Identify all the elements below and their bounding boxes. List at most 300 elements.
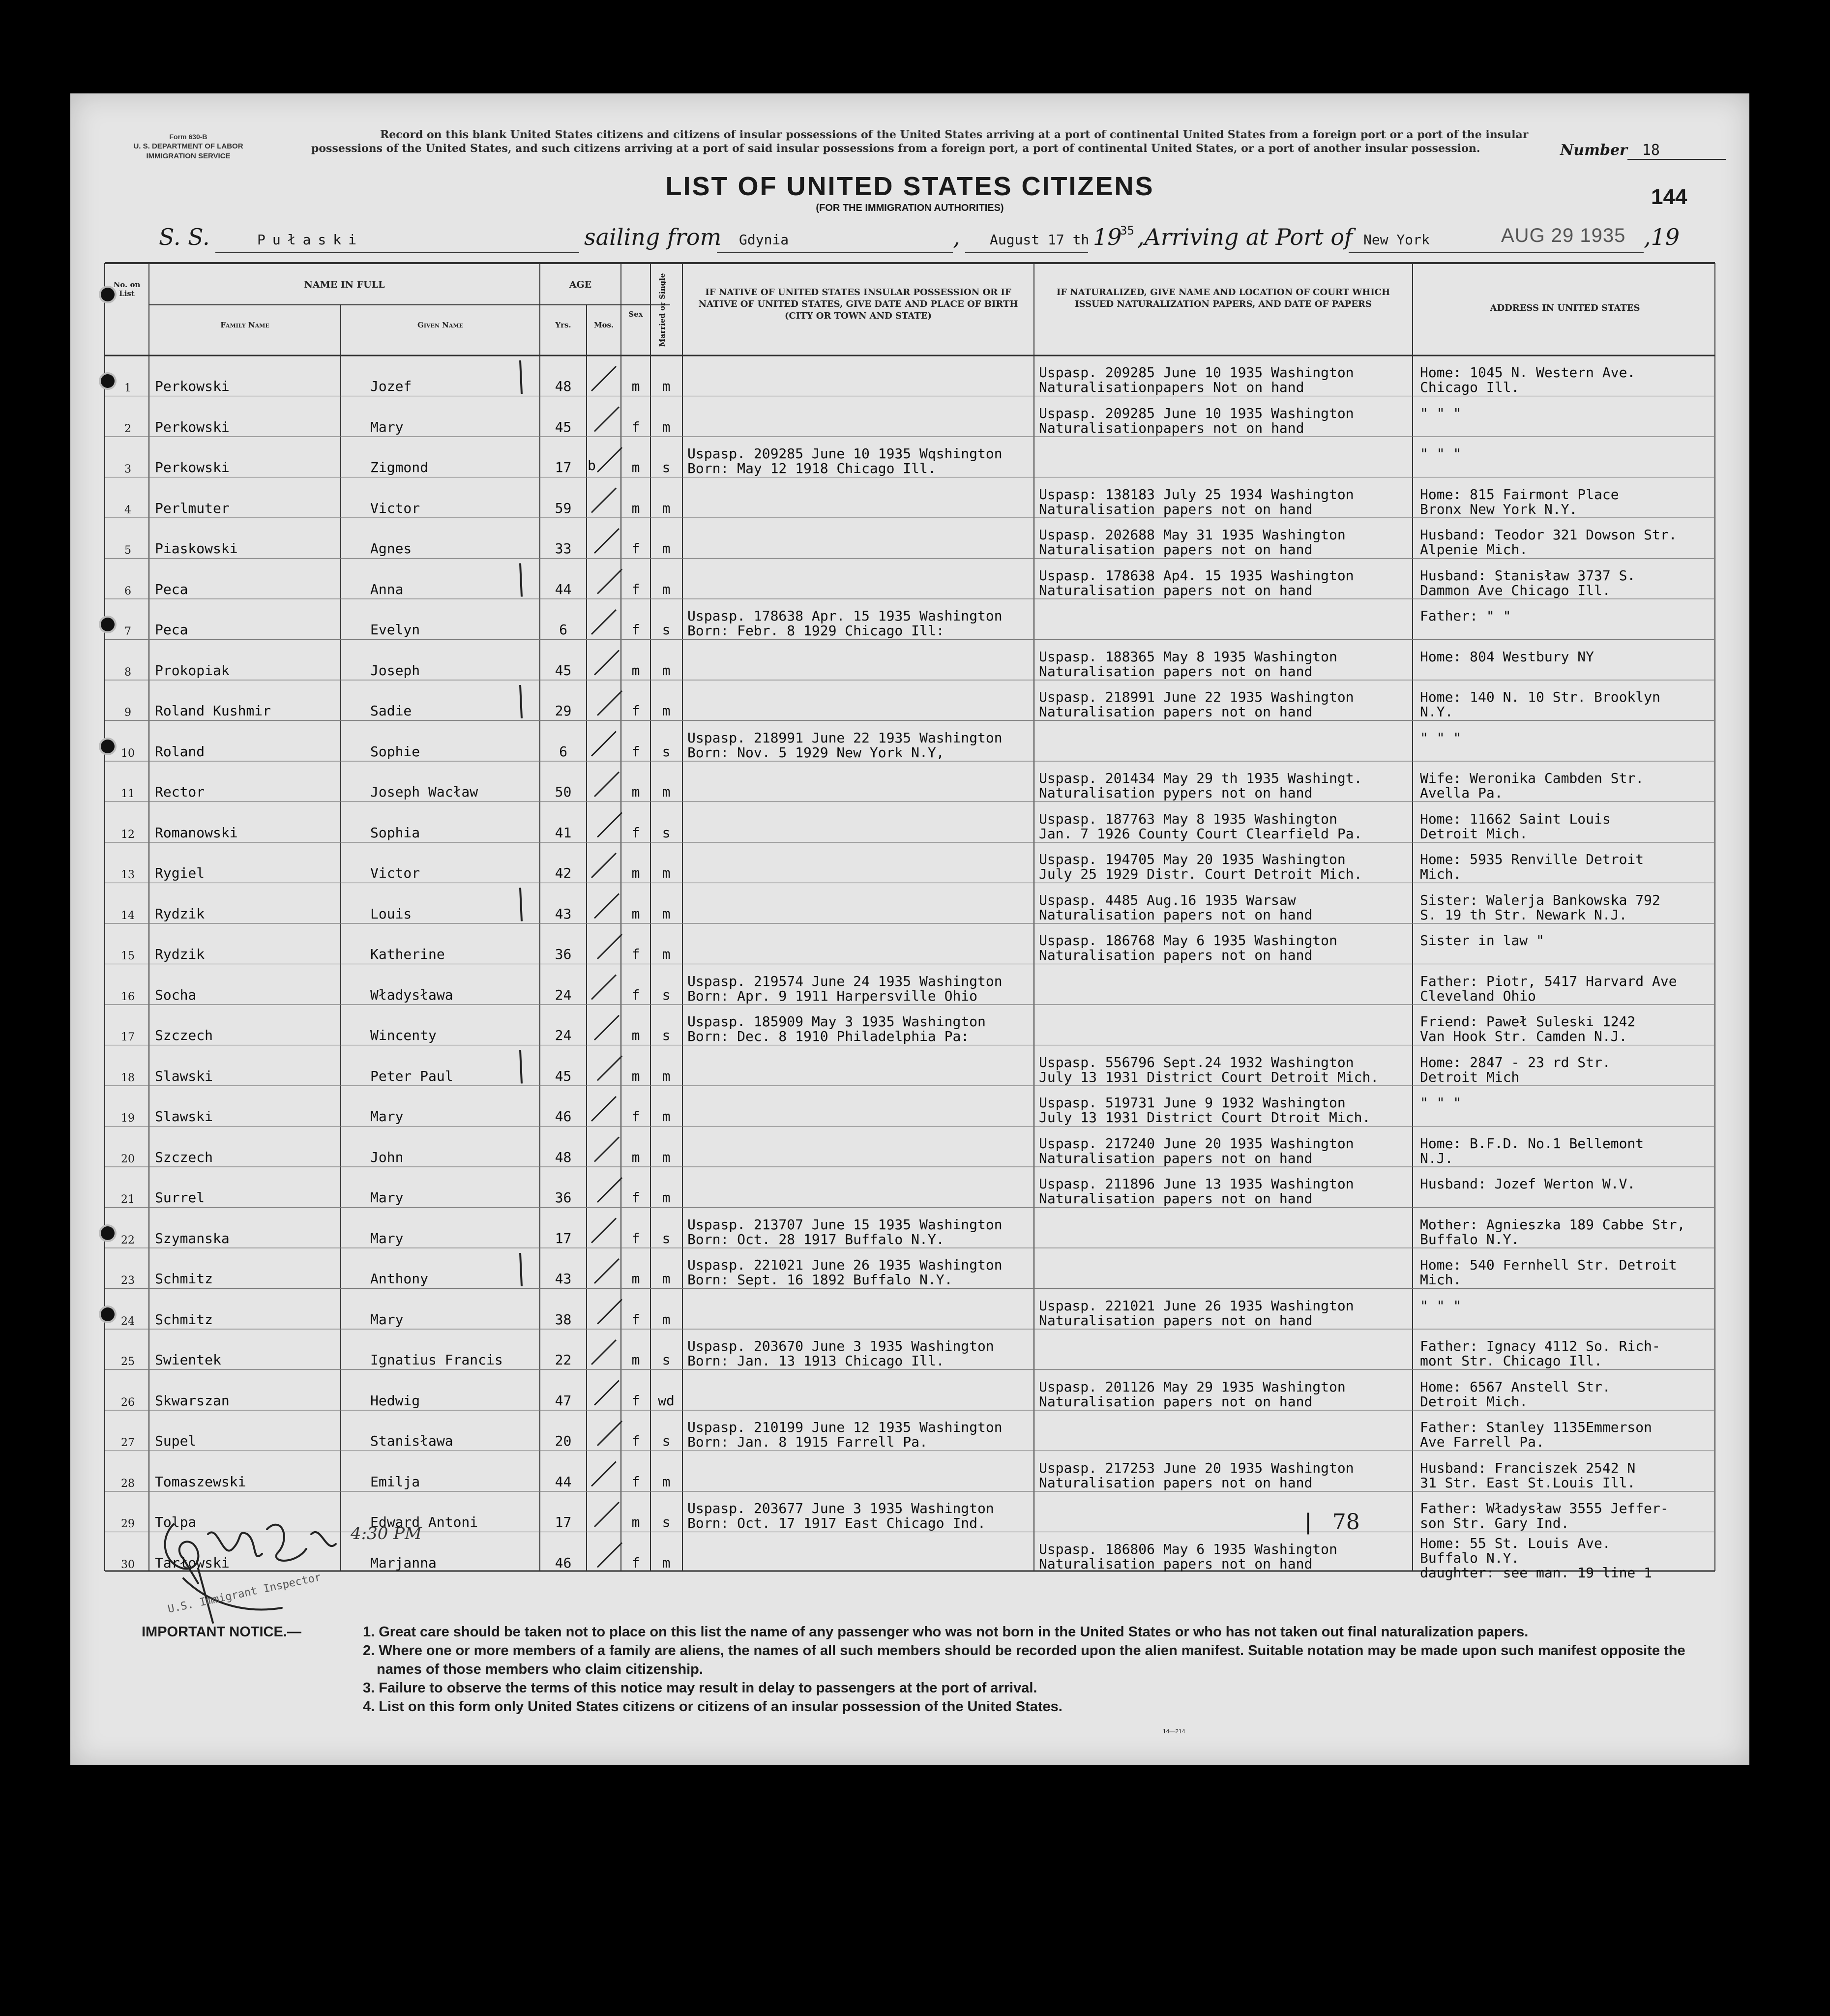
addr-line: Home: 140 N. 10 Str. Brooklyn <box>1420 689 1660 705</box>
total-count: | 78 <box>1304 1510 1360 1535</box>
given-name: Peter Paul <box>370 1067 453 1084</box>
given-name: Stanisława <box>370 1433 453 1449</box>
native-line: Born: May 12 1918 Chicago Ill. <box>687 460 936 476</box>
inspector-signature <box>154 1495 429 1632</box>
nat-line: Naturalisation papers not on hand <box>1039 906 1313 923</box>
row-number: 25 <box>121 1356 135 1368</box>
pencil-mark <box>520 563 522 597</box>
marital-status: m <box>662 703 671 719</box>
header-address: ADDRESS IN UNITED STATES <box>1490 303 1640 313</box>
check-mark <box>597 691 622 715</box>
header-age: AGE <box>569 279 592 290</box>
nat-line: Uspasp. 519731 June 9 1932 Washington <box>1039 1095 1346 1111</box>
arrival-stamp: AUG 29 1935 <box>1501 225 1626 246</box>
row-number: 6 <box>124 585 131 597</box>
addr-line: son Str. Gary Ind. <box>1420 1515 1569 1531</box>
row-number: 3 <box>124 463 131 475</box>
age-years: 48 <box>555 1149 572 1165</box>
age-years: 45 <box>555 418 572 435</box>
addr-line: Father: Piotr, 5417 Harvard Ave <box>1420 973 1677 989</box>
family-name: Romanowski <box>155 824 238 841</box>
row-number: 13 <box>121 869 135 881</box>
given-name: Wincenty <box>370 1027 437 1043</box>
row-number: 12 <box>121 828 135 841</box>
addr-line: Home: B.F.D. No.1 Bellemont <box>1420 1135 1644 1152</box>
marital-status: s <box>662 1230 671 1246</box>
notice-items <box>363 1623 1715 1716</box>
native-line: Uspasp. 178638 Apr. 15 1935 Washington <box>687 608 1003 624</box>
sex: m <box>631 784 640 800</box>
age-years: 36 <box>555 946 572 962</box>
age-years: 45 <box>555 1067 572 1084</box>
nat-line: Naturalisation papers not on hand <box>1039 501 1313 517</box>
addr-line: Father: Stanley 1135Emmerson <box>1420 1419 1653 1435</box>
marital-status: wd <box>658 1392 675 1409</box>
check-mark <box>597 1056 622 1081</box>
nat-line: Naturalisation papers not on hand <box>1039 947 1313 963</box>
header-given-name: Given Name <box>417 321 463 329</box>
family-name: Skwarszan <box>155 1392 230 1409</box>
check-mark <box>594 772 619 797</box>
sex: f <box>631 743 640 760</box>
sex: f <box>631 418 640 435</box>
age-years: 22 <box>555 1352 572 1368</box>
row-number: 22 <box>121 1234 135 1246</box>
nat-line: July 13 1931 District Court Detroit Mich. <box>1039 1068 1379 1085</box>
addr-line: " " " <box>1420 445 1462 462</box>
native-line: Born: Nov. 5 1929 New York N.Y, <box>687 744 945 761</box>
sex: f <box>631 540 640 557</box>
addr-line: Avella Pa. <box>1420 785 1503 801</box>
family-name: Piaskowski <box>155 540 238 557</box>
marital-status: m <box>662 1149 671 1165</box>
punch-hole-icon <box>101 1307 115 1321</box>
addr-line: Home: 1045 N. Western Ave. <box>1420 364 1636 381</box>
age-years: 46 <box>555 1108 572 1125</box>
nat-line: Uspasp. 211896 June 13 1935 Washington <box>1039 1176 1354 1192</box>
age-years: 20 <box>555 1433 572 1449</box>
marital-status: s <box>662 1514 671 1530</box>
marital-status: m <box>662 540 671 557</box>
addr-line: Husband: Jozef Werton W.V. <box>1420 1176 1636 1192</box>
addr-line: Chicago Ill. <box>1420 379 1520 395</box>
sex: f <box>631 946 640 962</box>
native-line: Born: Oct. 28 1917 Buffalo N.Y. <box>687 1231 945 1247</box>
nat-line: Uspasp. 178638 Ap4. 15 1935 Washington <box>1039 567 1354 584</box>
year-value: 35 <box>1120 224 1134 237</box>
row-number: 7 <box>124 625 131 638</box>
native-line: Born: Jan. 8 1915 Farrell Pa. <box>687 1434 928 1450</box>
row-number: 23 <box>121 1275 135 1287</box>
row-number: 28 <box>121 1477 135 1490</box>
nat-line: Uspasp. 187763 May 8 1935 Washington <box>1039 810 1337 827</box>
given-name: Katherine <box>370 946 445 962</box>
given-name: Evelyn <box>370 622 420 638</box>
sex: m <box>631 1514 640 1530</box>
row-number: 2 <box>124 422 131 435</box>
family-name: Rydzik <box>155 905 205 922</box>
row-number: 21 <box>121 1193 135 1206</box>
row-number: 29 <box>121 1518 135 1530</box>
family-name: Tomaszewski <box>155 1473 246 1490</box>
marital-status: m <box>662 581 671 597</box>
nat-line: Naturalisation papers not on hand <box>1039 582 1313 598</box>
age-years: 48 <box>555 378 572 394</box>
given-name: Mary <box>370 418 404 435</box>
page-stamp: 144 <box>1651 185 1687 209</box>
nat-line: Uspasp. 201126 May 29 1935 Washington <box>1039 1378 1346 1395</box>
native-line: Born: Jan. 13 1913 Chicago Ill. <box>687 1353 945 1369</box>
row-number: 15 <box>121 950 135 962</box>
nat-line: Naturalisation papers not on hand <box>1039 541 1313 558</box>
sex: m <box>631 459 640 475</box>
family-name: Peca <box>155 622 188 638</box>
row-number: 16 <box>121 990 135 1003</box>
family-name: Szczech <box>155 1149 213 1165</box>
check-mark <box>597 934 622 959</box>
given-name: Mary <box>370 1108 404 1125</box>
family-name: Tolpa <box>155 1514 197 1530</box>
age-years: 6 <box>559 743 567 760</box>
marital-status: s <box>662 986 671 1003</box>
sex: m <box>631 662 640 679</box>
notice-item-2: 2. Where one or more members of a family are aliens, the names of all such members should be recorded upon the alien manifest. Suitable notation may be made upon such manifest opposite the names of those members who claim citizenship. <box>363 1643 1685 1677</box>
row-number: 18 <box>121 1071 135 1084</box>
addr-line: Father: " " <box>1420 608 1511 624</box>
check-mark <box>591 488 616 513</box>
addr-line: Alpenie Mich. <box>1420 541 1528 558</box>
punch-hole-icon <box>101 374 115 388</box>
notice-lead: IMPORTANT NOTICE.— <box>142 1624 301 1640</box>
addr-line: Home: 540 Fernhell Str. Detroit <box>1420 1257 1677 1273</box>
check-mark <box>594 529 619 553</box>
pencil-mark <box>520 360 522 394</box>
native-line: Uspasp. 185909 May 3 1935 Washington <box>687 1013 986 1030</box>
given-name: Agnes <box>370 540 412 557</box>
addr-line: " " " <box>1420 1297 1462 1314</box>
given-name: Sadie <box>370 703 412 719</box>
addr-line: Buffalo N.Y. <box>1420 1231 1520 1247</box>
native-line: Uspasp. 221021 June 26 1935 Washington <box>687 1257 1003 1273</box>
sex: f <box>631 581 640 597</box>
given-name: Joseph <box>370 662 420 679</box>
age-years: 47 <box>555 1392 572 1409</box>
check-mark <box>591 610 616 634</box>
age-years: 46 <box>555 1554 572 1571</box>
family-name: Perkowski <box>155 418 230 435</box>
age-years: 38 <box>555 1311 572 1328</box>
native-line: Uspasp. 213707 June 15 1935 Washington <box>687 1216 1003 1233</box>
marital-status: s <box>662 743 671 760</box>
nat-line: Naturalisation papers not on hand <box>1039 1474 1313 1491</box>
addr-line: Detroit Mich. <box>1420 1393 1528 1410</box>
sailing-date: August 17 th <box>990 232 1090 248</box>
nat-line: Uspasp. 188365 May 8 1935 Washington <box>1039 648 1337 665</box>
sex: f <box>631 1311 640 1328</box>
check-mark <box>591 732 616 756</box>
addr-line: Wife: Weronika Cambden Str. <box>1420 770 1644 786</box>
check-mark <box>594 1015 619 1040</box>
row-number: 4 <box>124 504 131 516</box>
marital-status: m <box>662 1554 671 1571</box>
check-mark <box>591 1097 616 1121</box>
given-name: Victor <box>370 865 420 881</box>
family-name: Szymanska <box>155 1230 230 1246</box>
check-mark <box>594 894 619 919</box>
sex: f <box>631 703 640 719</box>
addr-line: mont Str. Chicago Ill. <box>1420 1353 1602 1369</box>
nat-line: Uspasp. 556796 Sept.24 1932 Washington <box>1039 1054 1354 1070</box>
sex: f <box>631 1230 640 1246</box>
addr-line: 31 Str. East St.Louis Ill. <box>1420 1474 1636 1491</box>
nat-line: Naturalisation papers not on hand <box>1039 1312 1313 1329</box>
age-years: 43 <box>555 905 572 922</box>
given-name: Emilja <box>370 1473 420 1490</box>
marital-status: s <box>662 1433 671 1449</box>
given-name: Edward Antoni <box>370 1514 478 1530</box>
addr-line: Buffalo N.Y. <box>1420 1549 1520 1566</box>
year-prefix: 19 <box>1093 224 1122 250</box>
row-number: 1 <box>124 382 131 394</box>
department: U. S. DEPARTMENT OF LABOR <box>133 142 243 150</box>
nat-line: Uspasp. 218991 June 22 1935 Washington <box>1039 689 1354 705</box>
check-mark <box>597 813 622 837</box>
native-line: Born: Apr. 9 1911 Harpersville Ohio <box>687 987 978 1004</box>
check-mark <box>591 1340 616 1364</box>
nat-line: Uspasp. 221021 June 26 1935 Washington <box>1039 1297 1354 1314</box>
check-mark <box>594 1502 619 1527</box>
notice-item-4: 4. List on this form only United States citizens or citizens of an insular possession of the United States. <box>363 1699 1063 1715</box>
age-years: 43 <box>555 1271 572 1287</box>
header-married: Married or Single <box>658 273 667 347</box>
check-mark <box>597 1300 622 1324</box>
punch-hole-icon <box>101 618 115 631</box>
manifest-page <box>70 93 1749 1765</box>
age-years: 29 <box>555 703 572 719</box>
family-name: Rygiel <box>155 865 205 881</box>
addr-line: Husband: Stanisław 3737 S. <box>1420 567 1636 584</box>
row-number: 10 <box>121 747 135 760</box>
punch-hole-icon <box>101 1226 115 1240</box>
given-name: Mary <box>370 1230 404 1246</box>
header-family-name: Family Name <box>220 321 269 329</box>
nat-line: Jan. 7 1926 County Court Clearfield Pa. <box>1039 825 1362 842</box>
sex: m <box>631 1352 640 1368</box>
marital-status: m <box>662 1067 671 1084</box>
family-name: Peca <box>155 581 188 597</box>
form-description: Record on this blank United States citizens and citizens of insular possessions of the United States arriving at a port of continental United States from a foreign port or a port of the insular possessions of the United States, and such citizens arriving at a port of said insular possessions from a foreign port, a port of continental United States, or a port of another insular possession. <box>311 128 1529 155</box>
addr-line: Home: 6567 Anstell Str. <box>1420 1378 1611 1395</box>
sex: m <box>631 1271 640 1287</box>
nat-line: Naturalisationpapers Not on hand <box>1039 379 1304 395</box>
family-name: Slawski <box>155 1067 213 1084</box>
nat-line: Uspasp. 202688 May 31 1935 Washington <box>1039 527 1346 543</box>
port-from: Gdynia <box>739 232 789 248</box>
pencil-mark <box>520 685 522 718</box>
given-name: Anthony <box>370 1271 429 1287</box>
family-name: Swientek <box>155 1352 221 1368</box>
addr-line: S. 19 th Str. Newark N.J. <box>1420 906 1627 923</box>
marital-status: s <box>662 824 671 841</box>
nat-line: Uspasp. 201434 May 29 th 1935 Washingt. <box>1039 770 1362 786</box>
family-name: Perlmuter <box>155 500 230 516</box>
number-value: 18 <box>1627 142 1726 160</box>
check-mark <box>591 1218 616 1243</box>
family-name: Slawski <box>155 1108 213 1125</box>
header-naturalized: IF NATURALIZED, GIVE NAME AND LOCATION OF COURT WHICH ISSUED NATURALIZATION PAPERS, AND DATE OF PAPERS <box>1056 287 1390 309</box>
row-number: 14 <box>121 909 135 922</box>
given-name: Mary <box>370 1311 404 1328</box>
given-name: Mary <box>370 1189 404 1206</box>
family-name: Schmitz <box>155 1271 213 1287</box>
age-years: 50 <box>555 784 572 800</box>
marital-status: m <box>662 1108 671 1125</box>
row-number: 20 <box>121 1153 135 1165</box>
marital-status: m <box>662 865 671 881</box>
nat-line: Naturalisationpapers not on hand <box>1039 419 1304 436</box>
marital-status: m <box>662 1311 671 1328</box>
native-line: Born: Dec. 8 1910 Philadelphia Pa: <box>687 1028 970 1044</box>
native-line: Born: Febr. 8 1929 Chicago Ill: <box>687 623 945 639</box>
notice-item-1: 1. Great care should be taken not to place on this list the name of any passenger who was not born in the United States or who has not taken out final naturalization papers. <box>363 1624 1529 1640</box>
row-number: 24 <box>121 1315 135 1328</box>
age-years: 17 <box>555 1230 572 1246</box>
header-no-on-list: No. on List <box>113 280 141 298</box>
marital-status: m <box>662 784 671 800</box>
ss-label: S. S. <box>159 224 210 250</box>
given-name: Sophie <box>370 743 420 760</box>
nat-line: Naturalisation papers not on hand <box>1039 1555 1313 1572</box>
age-years: 44 <box>555 1473 572 1490</box>
age-years: 6 <box>559 622 567 638</box>
native-line: Uspasp. 203677 June 3 1935 Washington <box>687 1500 994 1516</box>
addr-line: Mich. <box>1420 866 1462 882</box>
native-line: Uspasp. 209285 June 10 1935 Wqshington <box>687 445 1003 462</box>
addr-line: Home: 55 St. Louis Ave. <box>1420 1535 1611 1551</box>
sex: m <box>631 500 640 516</box>
nat-line: Uspasp. 186768 May 6 1935 Washington <box>1039 932 1337 949</box>
sex: f <box>631 1433 640 1449</box>
family-name: Supel <box>155 1433 197 1449</box>
family-name: Schmitz <box>155 1311 213 1328</box>
addr-line: " " " <box>1420 729 1462 746</box>
check-mark <box>591 1462 616 1486</box>
addr-line: Home: 804 Westbury NY <box>1420 648 1594 665</box>
marital-status: m <box>662 1473 671 1490</box>
sex: m <box>631 378 640 394</box>
check-mark <box>597 1543 622 1568</box>
nat-line: Uspasp. 209285 June 10 1935 Washington <box>1039 364 1354 381</box>
notice-item-3: 3. Failure to observe the terms of this notice may result in delay to passengers at the port of arrival. <box>363 1680 1037 1696</box>
given-name: Władysława <box>370 986 453 1003</box>
sex: f <box>631 1189 640 1206</box>
ship-name: Pułaski <box>257 232 364 248</box>
nat-line: Naturalisation papers not on hand <box>1039 704 1313 720</box>
nat-line: Naturalisation pypers not on hand <box>1039 785 1313 801</box>
check-mark <box>591 975 616 1000</box>
addr-line: N.J. <box>1420 1150 1453 1166</box>
row-number: 30 <box>121 1558 135 1571</box>
marital-status: s <box>662 459 671 475</box>
check-mark <box>591 366 616 391</box>
addr-line: Detroit Mich. <box>1420 825 1528 842</box>
header-mos: Mos. <box>593 321 614 329</box>
addr-line: Husband: Teodor 321 Dowson Str. <box>1420 527 1677 543</box>
service: IMMIGRATION SERVICE <box>146 152 231 160</box>
given-name: Marjanna <box>370 1554 437 1571</box>
check-mark <box>594 651 619 675</box>
addr-line: Husband: Franciszek 2542 N <box>1420 1459 1636 1476</box>
addr-line: " " " <box>1420 405 1462 421</box>
family-name: Roland Kushmir <box>155 703 271 719</box>
age-years: 45 <box>555 662 572 679</box>
family-name: Tarłowski <box>155 1554 230 1571</box>
sex: f <box>631 824 640 841</box>
row-number: 5 <box>124 544 131 557</box>
sex: f <box>631 1473 640 1490</box>
row-number: 8 <box>124 666 131 679</box>
native-line: Born: Oct. 17 1917 East Chicago Ind. <box>687 1515 986 1531</box>
family-name: Roland <box>155 743 205 760</box>
addr-line: " " " <box>1420 1095 1462 1111</box>
given-name: Sophia <box>370 824 420 841</box>
addr-line: daughter: see man. 19 line 1 <box>1420 1564 1653 1581</box>
header-sex: Sex <box>628 310 643 319</box>
sex: f <box>631 1392 640 1409</box>
marital-status: s <box>662 1027 671 1043</box>
family-name: Prokopiak <box>155 662 230 679</box>
addr-line: Detroit Mich <box>1420 1068 1520 1085</box>
addr-line: Home: 815 Fairmont Place <box>1420 486 1619 503</box>
native-line: Uspasp. 210199 June 12 1935 Washington <box>687 1419 1003 1435</box>
addr-line: Mother: Agnieszka 189 Cabbe Str, <box>1420 1216 1685 1233</box>
age-years: 36 <box>555 1189 572 1206</box>
form-code: 14—214 <box>1163 1728 1185 1735</box>
native-line: Uspasp. 203670 June 3 1935 Washington <box>687 1338 994 1354</box>
age-years: 24 <box>555 1027 572 1043</box>
age-years: 24 <box>555 986 572 1003</box>
addr-line: Father: Władysław 3555 Jeffer- <box>1420 1500 1669 1516</box>
marital-status: m <box>662 662 671 679</box>
nat-line: Uspasp. 194705 May 20 1935 Washington <box>1039 851 1346 867</box>
marital-status: m <box>662 378 671 394</box>
age-years: 44 <box>555 581 572 597</box>
addr-line: N.Y. <box>1420 704 1453 720</box>
punch-hole-icon <box>101 740 115 753</box>
check-mark <box>597 1178 622 1202</box>
sex: f <box>631 622 640 638</box>
check-mark <box>597 1421 622 1446</box>
inspector-time: 4:30 PM <box>351 1524 422 1543</box>
nat-line: Uspasp. 4485 Aug.16 1935 Warsaw <box>1039 891 1296 908</box>
marital-status: m <box>662 905 671 922</box>
header-native: IF NATIVE OF UNITED STATES INSULAR POSSESSION OR IF NATIVE OF UNITED STATES, GIVE DATE AND PLACE OF BIRTH (CITY OR TOWN AND STATE) <box>698 287 1018 321</box>
given-name: Victor <box>370 500 420 516</box>
form-id: Form 630-B <box>169 133 207 141</box>
nat-line: Uspasp. 217240 June 20 1935 Washington <box>1039 1135 1354 1152</box>
nat-line: Naturalisation papers not on hand <box>1039 663 1313 680</box>
given-name: Jozef <box>370 378 412 394</box>
addr-line: Father: Ignacy 4112 So. Rich- <box>1420 1338 1660 1354</box>
punch-hole-icon <box>101 288 115 301</box>
marital-status: m <box>662 418 671 435</box>
nat-line: Naturalisation papers not on hand <box>1039 1190 1313 1207</box>
given-name: Hedwig <box>370 1392 420 1409</box>
sex: m <box>631 865 640 881</box>
family-name: Szczech <box>155 1027 213 1043</box>
pencil-mark <box>520 1253 522 1286</box>
addr-line: Cleveland Ohio <box>1420 987 1536 1004</box>
